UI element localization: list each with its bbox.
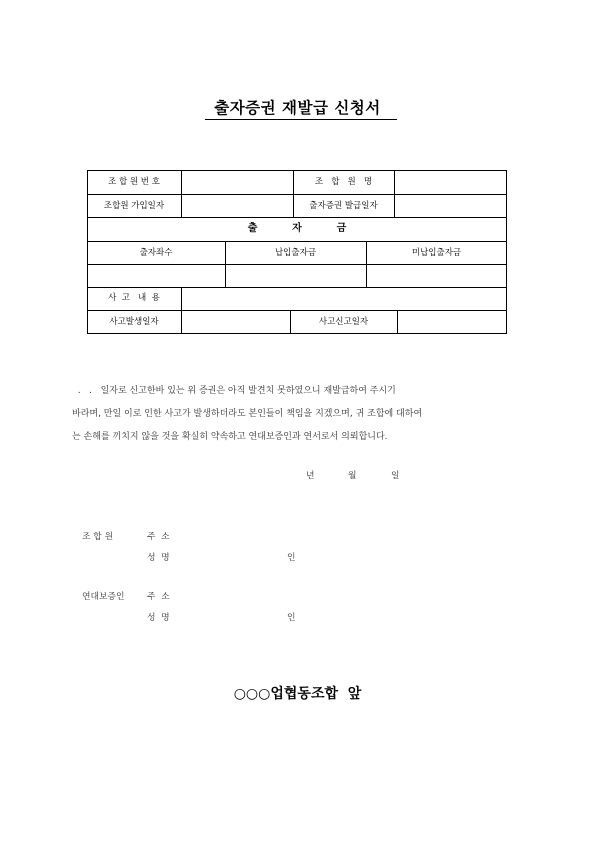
- incident-description-label: 사 고 내 용: [108, 293, 160, 303]
- unpaid-investment-field[interactable]: [367, 265, 505, 286]
- member-address-label: 주 소: [147, 532, 170, 542]
- shares-label: 출자좌수: [139, 248, 173, 258]
- report-date-label: 사고신고일자: [318, 317, 369, 327]
- cert-issue-date-label: 출자증권 발급일자: [309, 201, 378, 211]
- member-number-label: 조 합 원 번 호: [108, 177, 160, 187]
- date-year-label: 년: [306, 471, 315, 481]
- join-date-field[interactable]: [182, 195, 292, 216]
- member-block-label: 조 합 원: [82, 532, 114, 542]
- member-number-field[interactable]: [182, 171, 292, 193]
- guarantor-seal-mark: 인: [287, 613, 296, 623]
- body-line-1: . . 일자로 신고한바 있는 위 증권은 아직 발견치 못하였으니 재발급하여 주시기: [72, 386, 396, 396]
- unpaid-investment-label: 미납입출자금: [411, 248, 462, 258]
- addressee-footer: ○○○업협동조합 앞: [233, 686, 362, 702]
- incident-description-field[interactable]: [182, 288, 505, 309]
- body-line-3: 는 손해를 끼치지 않을 것을 확실히 약속하고 연대보증인과 연서로서 의뢰합니다.: [72, 432, 388, 442]
- date-day-label: 일: [391, 471, 400, 481]
- member-name-label: 조 합 원 명: [314, 177, 373, 187]
- report-date-field[interactable]: [398, 311, 505, 332]
- title-underline: [205, 119, 397, 120]
- body-line-2: 바라며, 만일 이로 인한 사고가 발생하더라도 본인들이 책임을 지겠으며, 귀 조합에 대하여: [72, 409, 423, 419]
- application-form-table: [87, 170, 507, 334]
- cert-issue-date-field[interactable]: [395, 195, 505, 216]
- guarantor-block-label: 연대보증인: [82, 592, 125, 602]
- member-name-sign-label: 성 명: [147, 553, 170, 563]
- incident-date-field[interactable]: [182, 311, 289, 332]
- investment-header: 출 자 금: [247, 223, 347, 234]
- shares-field[interactable]: [88, 265, 224, 286]
- paid-investment-field[interactable]: [226, 265, 365, 286]
- document-title: 출자증권 재발급 신청서: [214, 99, 381, 117]
- member-seal-mark: 인: [287, 553, 296, 563]
- date-month-label: 월: [348, 471, 357, 481]
- paid-investment-label: 납입출자금: [274, 248, 317, 258]
- member-name-field[interactable]: [395, 171, 505, 193]
- join-date-label: 조합원 가입일자: [103, 201, 165, 211]
- incident-date-label: 사고발생일자: [109, 317, 159, 327]
- guarantor-name-sign-label: 성 명: [147, 613, 170, 623]
- guarantor-address-label: 주 소: [147, 592, 170, 602]
